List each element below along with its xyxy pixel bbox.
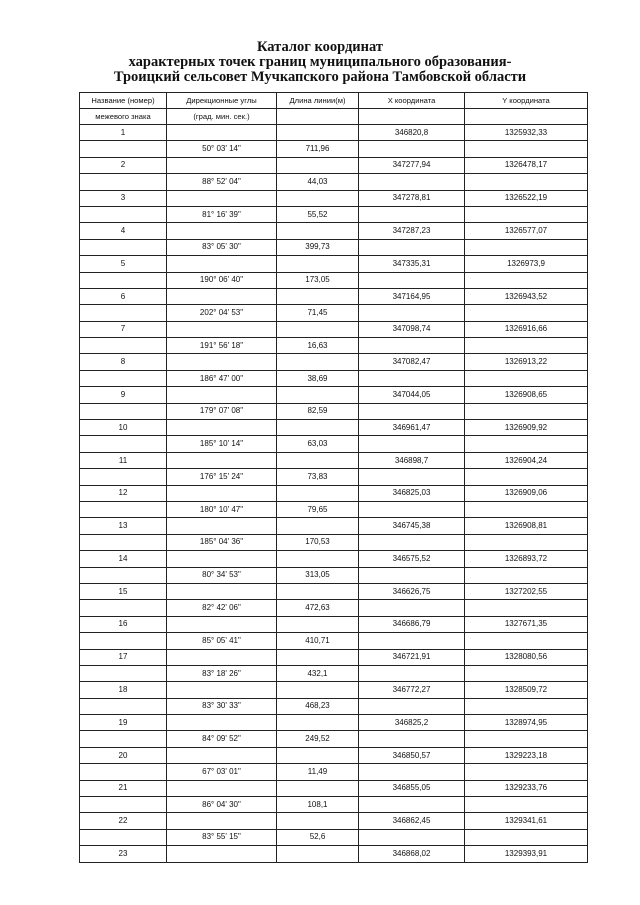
point-row: [80, 682, 588, 698]
point-x: 346825,03: [359, 485, 465, 501]
point-x: 346850,57: [359, 747, 465, 763]
segment-length: 711,96: [277, 141, 359, 157]
point-x: 346868,02: [359, 846, 465, 862]
point-length-blank: [277, 846, 359, 862]
point-length-blank: [277, 321, 359, 337]
point-y: 1327671,35: [465, 616, 588, 632]
header-blank: [465, 109, 588, 125]
point-row: [80, 583, 588, 599]
segment-name-blank: [80, 469, 167, 485]
segment-name-blank: [80, 797, 167, 813]
point-angle-blank: [167, 354, 277, 370]
segment-name-blank: [80, 436, 167, 452]
segment-x-blank: [359, 534, 465, 550]
point-y: 1329223,18: [465, 747, 588, 763]
point-length-blank: [277, 813, 359, 829]
segment-angle: 179° 07' 08": [167, 403, 277, 419]
segment-row: [80, 141, 588, 157]
point-number: 14: [80, 551, 167, 567]
point-angle-blank: [167, 715, 277, 731]
point-row: [80, 780, 588, 796]
segment-name-blank: [80, 534, 167, 550]
segment-angle: 88° 52' 04": [167, 174, 277, 190]
point-x: 346686,79: [359, 616, 465, 632]
segment-x-blank: [359, 305, 465, 321]
point-x: 347278,81: [359, 190, 465, 206]
segment-angle: 67° 03' 01": [167, 764, 277, 780]
header-blank: [359, 109, 465, 125]
segment-y-blank: [465, 797, 588, 813]
segment-angle: 85° 05' 41": [167, 633, 277, 649]
point-x: 346855,05: [359, 780, 465, 796]
segment-y-blank: [465, 272, 588, 288]
segment-length: 71,45: [277, 305, 359, 321]
segment-name-blank: [80, 731, 167, 747]
point-y: 1326893,72: [465, 551, 588, 567]
point-row: [80, 256, 588, 272]
segment-y-blank: [465, 338, 588, 354]
segment-name-blank: [80, 501, 167, 517]
segment-row: [80, 698, 588, 714]
point-number: 1: [80, 125, 167, 141]
point-angle-blank: [167, 551, 277, 567]
point-y: 1329341,61: [465, 813, 588, 829]
point-angle-blank: [167, 616, 277, 632]
segment-row: [80, 403, 588, 419]
point-length-blank: [277, 288, 359, 304]
segment-name-blank: [80, 370, 167, 386]
point-row: [80, 485, 588, 501]
segment-x-blank: [359, 731, 465, 747]
segment-length: 108,1: [277, 797, 359, 813]
segment-row: [80, 665, 588, 681]
segment-length: 44,03: [277, 174, 359, 190]
point-number: 21: [80, 780, 167, 796]
segment-angle: 185° 10' 14": [167, 436, 277, 452]
segment-row: [80, 338, 588, 354]
header-x: X координата: [359, 93, 465, 109]
segment-x-blank: [359, 239, 465, 255]
segment-angle: 190° 06' 40": [167, 272, 277, 288]
header-angle-cont: (град. мин. сек.): [167, 109, 277, 125]
header-y: Y координата: [465, 93, 588, 109]
point-x: 346862,45: [359, 813, 465, 829]
segment-y-blank: [465, 206, 588, 222]
segment-y-blank: [465, 534, 588, 550]
point-y: 1328509,72: [465, 682, 588, 698]
point-number: 11: [80, 452, 167, 468]
segment-y-blank: [465, 764, 588, 780]
segment-x-blank: [359, 141, 465, 157]
coordinates-table: [79, 92, 588, 863]
point-number: 7: [80, 321, 167, 337]
point-angle-blank: [167, 846, 277, 862]
point-angle-blank: [167, 813, 277, 829]
segment-length: 38,69: [277, 370, 359, 386]
segment-x-blank: [359, 338, 465, 354]
point-y: 1329393,91: [465, 846, 588, 862]
point-angle-blank: [167, 518, 277, 534]
point-length-blank: [277, 485, 359, 501]
segment-name-blank: [80, 239, 167, 255]
header-angle: Дирекционные углы: [167, 93, 277, 109]
point-row: [80, 649, 588, 665]
segment-x-blank: [359, 206, 465, 222]
point-angle-blank: [167, 321, 277, 337]
segment-row: [80, 436, 588, 452]
point-y: 1326916,66: [465, 321, 588, 337]
point-y: 1326577,07: [465, 223, 588, 239]
segment-x-blank: [359, 436, 465, 452]
segment-name-blank: [80, 305, 167, 321]
point-number: 22: [80, 813, 167, 829]
point-angle-blank: [167, 780, 277, 796]
point-row: [80, 288, 588, 304]
segment-angle: 180° 10' 47": [167, 501, 277, 517]
point-angle-blank: [167, 583, 277, 599]
point-x: 347164,95: [359, 288, 465, 304]
point-angle-blank: [167, 256, 277, 272]
point-angle-blank: [167, 649, 277, 665]
point-number: 5: [80, 256, 167, 272]
point-number: 8: [80, 354, 167, 370]
segment-length: 249,52: [277, 731, 359, 747]
segment-y-blank: [465, 829, 588, 845]
point-row: [80, 747, 588, 763]
segment-x-blank: [359, 174, 465, 190]
point-x: 346575,52: [359, 551, 465, 567]
segment-row: [80, 370, 588, 386]
point-row: [80, 518, 588, 534]
point-length-blank: [277, 551, 359, 567]
segment-row: [80, 469, 588, 485]
point-y: 1326973,9: [465, 256, 588, 272]
segment-x-blank: [359, 764, 465, 780]
segment-angle: 185° 04' 36": [167, 534, 277, 550]
point-angle-blank: [167, 288, 277, 304]
segment-row: [80, 272, 588, 288]
segment-length: 170,53: [277, 534, 359, 550]
point-x: 346820,8: [359, 125, 465, 141]
segment-angle: 202° 04' 53": [167, 305, 277, 321]
point-x: 346745,38: [359, 518, 465, 534]
point-row: [80, 420, 588, 436]
segment-y-blank: [465, 174, 588, 190]
title-line-3: Троицкий сельсовет Мучкапского района Тамбовской области: [113, 69, 527, 85]
point-length-blank: [277, 583, 359, 599]
segment-angle: 82° 42' 06": [167, 600, 277, 616]
segment-row: [80, 239, 588, 255]
point-number: 10: [80, 420, 167, 436]
point-length-blank: [277, 616, 359, 632]
point-length-blank: [277, 452, 359, 468]
point-row: [80, 813, 588, 829]
point-x: 347098,74: [359, 321, 465, 337]
segment-x-blank: [359, 829, 465, 845]
segment-length: 55,52: [277, 206, 359, 222]
segment-y-blank: [465, 403, 588, 419]
segment-y-blank: [465, 469, 588, 485]
title-line-2: характерных точек границ муниципального образования-: [128, 54, 512, 70]
segment-length: 432,1: [277, 665, 359, 681]
point-number: 3: [80, 190, 167, 206]
point-number: 4: [80, 223, 167, 239]
segment-row: [80, 174, 588, 190]
point-length-blank: [277, 715, 359, 731]
point-angle-blank: [167, 452, 277, 468]
document-title: [0, 40, 640, 85]
point-number: 6: [80, 288, 167, 304]
point-number: 18: [80, 682, 167, 698]
segment-name-blank: [80, 829, 167, 845]
segment-name-blank: [80, 600, 167, 616]
point-y: 1326909,06: [465, 485, 588, 501]
point-number: 19: [80, 715, 167, 731]
segment-y-blank: [465, 567, 588, 583]
segment-row: [80, 829, 588, 845]
segment-length: 410,71: [277, 633, 359, 649]
point-y: 1328080,56: [465, 649, 588, 665]
point-y: 1327202,55: [465, 583, 588, 599]
header-name: Название (номер): [80, 93, 167, 109]
point-angle-blank: [167, 125, 277, 141]
point-angle-blank: [167, 485, 277, 501]
point-angle-blank: [167, 682, 277, 698]
point-row: [80, 452, 588, 468]
point-number: 16: [80, 616, 167, 632]
segment-name-blank: [80, 633, 167, 649]
segment-row: [80, 305, 588, 321]
segment-angle: 80° 34' 53": [167, 567, 277, 583]
point-y: 1326904,24: [465, 452, 588, 468]
segment-length: 173,05: [277, 272, 359, 288]
header-row-2: [80, 109, 588, 125]
point-number: 9: [80, 387, 167, 403]
point-number: 13: [80, 518, 167, 534]
segment-y-blank: [465, 436, 588, 452]
segment-length: 313,05: [277, 567, 359, 583]
point-row: [80, 190, 588, 206]
point-x: 347335,31: [359, 256, 465, 272]
point-x: 346961,47: [359, 420, 465, 436]
point-row: [80, 125, 588, 141]
segment-angle: 83° 30' 33": [167, 698, 277, 714]
segment-y-blank: [465, 665, 588, 681]
segment-x-blank: [359, 698, 465, 714]
segment-name-blank: [80, 272, 167, 288]
point-row: [80, 223, 588, 239]
point-row: [80, 715, 588, 731]
point-row: [80, 387, 588, 403]
header-length: Длина линии(м): [277, 93, 359, 109]
point-row: [80, 321, 588, 337]
point-y: 1326522,19: [465, 190, 588, 206]
point-length-blank: [277, 649, 359, 665]
segment-angle: 83° 05' 30": [167, 239, 277, 255]
segment-row: [80, 764, 588, 780]
segment-x-blank: [359, 403, 465, 419]
segment-x-blank: [359, 370, 465, 386]
segment-name-blank: [80, 206, 167, 222]
point-y: 1325932,33: [465, 125, 588, 141]
segment-angle: 86° 04' 30": [167, 797, 277, 813]
point-y: 1326943,52: [465, 288, 588, 304]
point-y: 1328974,95: [465, 715, 588, 731]
point-length-blank: [277, 518, 359, 534]
segment-length: 79,65: [277, 501, 359, 517]
segment-length: 63,03: [277, 436, 359, 452]
segment-length: 399,73: [277, 239, 359, 255]
segment-angle: 81° 16' 39": [167, 206, 277, 222]
segment-name-blank: [80, 174, 167, 190]
point-y: 1326908,81: [465, 518, 588, 534]
segment-angle: 83° 18' 26": [167, 665, 277, 681]
point-angle-blank: [167, 747, 277, 763]
segment-name-blank: [80, 567, 167, 583]
segment-length: 16,63: [277, 338, 359, 354]
header-name-cont: межевого знака: [80, 109, 167, 125]
segment-x-blank: [359, 797, 465, 813]
segment-row: [80, 206, 588, 222]
point-length-blank: [277, 256, 359, 272]
segment-angle: 186° 47' 00": [167, 370, 277, 386]
point-number: 20: [80, 747, 167, 763]
point-x: 346721,91: [359, 649, 465, 665]
segment-y-blank: [465, 305, 588, 321]
segment-name-blank: [80, 698, 167, 714]
point-length-blank: [277, 354, 359, 370]
point-number: 12: [80, 485, 167, 501]
segment-length: 52,6: [277, 829, 359, 845]
segment-name-blank: [80, 764, 167, 780]
point-x: 346772,27: [359, 682, 465, 698]
point-x: 346626,75: [359, 583, 465, 599]
segment-y-blank: [465, 141, 588, 157]
point-angle-blank: [167, 223, 277, 239]
segment-x-blank: [359, 600, 465, 616]
point-row: [80, 551, 588, 567]
segment-row: [80, 567, 588, 583]
point-row: [80, 354, 588, 370]
point-length-blank: [277, 157, 359, 173]
point-y: 1326909,92: [465, 420, 588, 436]
segment-angle: 84° 09' 52": [167, 731, 277, 747]
segment-y-blank: [465, 239, 588, 255]
segment-angle: 50° 03' 14": [167, 141, 277, 157]
segment-y-blank: [465, 600, 588, 616]
point-x: 347082,47: [359, 354, 465, 370]
point-x: 347044,05: [359, 387, 465, 403]
point-length-blank: [277, 747, 359, 763]
header-row-1: [80, 93, 588, 109]
point-x: 346898,7: [359, 452, 465, 468]
segment-angle: 176° 15' 24": [167, 469, 277, 485]
point-angle-blank: [167, 420, 277, 436]
segment-y-blank: [465, 698, 588, 714]
segment-y-blank: [465, 731, 588, 747]
point-length-blank: [277, 682, 359, 698]
segment-x-blank: [359, 665, 465, 681]
point-number: 15: [80, 583, 167, 599]
segment-angle: 83° 55' 15": [167, 829, 277, 845]
segment-length: 73,83: [277, 469, 359, 485]
segment-name-blank: [80, 141, 167, 157]
segment-x-blank: [359, 633, 465, 649]
segment-y-blank: [465, 501, 588, 517]
point-row: [80, 157, 588, 173]
point-length-blank: [277, 420, 359, 436]
segment-y-blank: [465, 633, 588, 649]
segment-length: 468,23: [277, 698, 359, 714]
point-number: 17: [80, 649, 167, 665]
point-number: 2: [80, 157, 167, 173]
point-row: [80, 846, 588, 862]
point-y: 1329233,76: [465, 780, 588, 796]
point-y: 1326913,22: [465, 354, 588, 370]
point-length-blank: [277, 223, 359, 239]
title-line-1: Каталог координат: [256, 39, 384, 55]
segment-row: [80, 633, 588, 649]
segment-x-blank: [359, 469, 465, 485]
segment-row: [80, 534, 588, 550]
segment-name-blank: [80, 403, 167, 419]
point-angle-blank: [167, 157, 277, 173]
point-y: 1326478,17: [465, 157, 588, 173]
point-number: 23: [80, 846, 167, 862]
point-length-blank: [277, 125, 359, 141]
point-length-blank: [277, 387, 359, 403]
segment-angle: 191° 56' 18": [167, 338, 277, 354]
segment-row: [80, 731, 588, 747]
segment-length: 82,59: [277, 403, 359, 419]
segment-length: 472,63: [277, 600, 359, 616]
segment-name-blank: [80, 338, 167, 354]
segment-x-blank: [359, 272, 465, 288]
segment-row: [80, 501, 588, 517]
point-x: 347277,94: [359, 157, 465, 173]
point-y: 1326908,65: [465, 387, 588, 403]
point-x: 346825,2: [359, 715, 465, 731]
segment-x-blank: [359, 567, 465, 583]
point-x: 347287,23: [359, 223, 465, 239]
point-length-blank: [277, 780, 359, 796]
point-angle-blank: [167, 387, 277, 403]
point-row: [80, 616, 588, 632]
segment-name-blank: [80, 665, 167, 681]
segment-y-blank: [465, 370, 588, 386]
segment-x-blank: [359, 501, 465, 517]
header-blank: [277, 109, 359, 125]
segment-length: 11,49: [277, 764, 359, 780]
segment-row: [80, 600, 588, 616]
point-angle-blank: [167, 190, 277, 206]
point-length-blank: [277, 190, 359, 206]
segment-row: [80, 797, 588, 813]
